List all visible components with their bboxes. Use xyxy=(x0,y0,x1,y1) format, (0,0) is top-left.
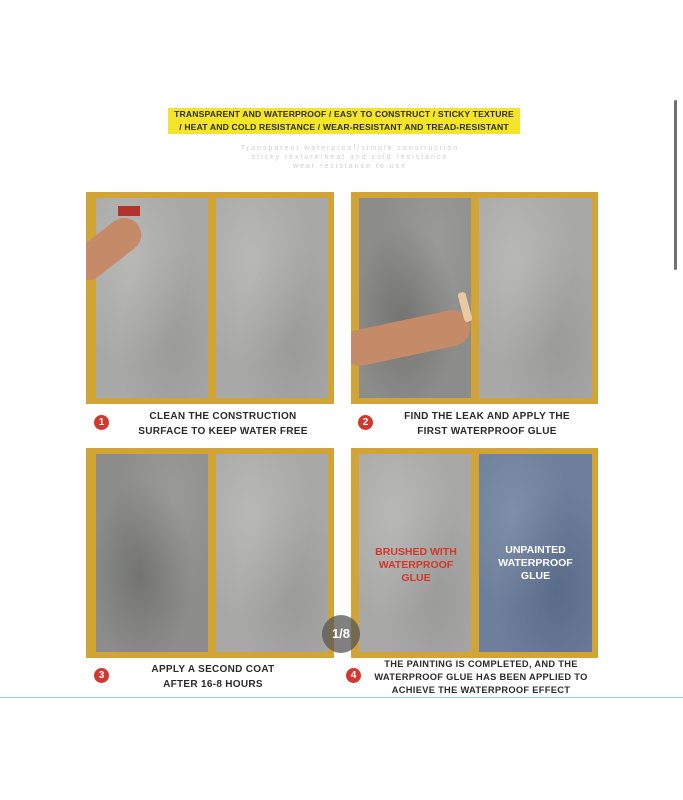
step-3-number: 3 xyxy=(94,668,109,683)
gallery-page-indicator[interactable]: 1/8 xyxy=(322,615,360,653)
feature-line-1: TRANSPARENT AND WATERPROOF / EASY TO CONSTRUCT / STICKY TEXTURE xyxy=(174,109,514,119)
brushed-label-line-3: GLUE xyxy=(401,572,431,584)
brush-icon xyxy=(118,206,140,216)
step-3-line-2: AFTER 16-8 HOURS xyxy=(163,679,263,690)
faint-line-1: Transparent waterproof/simple construction xyxy=(240,145,460,152)
faint-caption xyxy=(200,144,500,171)
step-3-photo xyxy=(86,448,334,658)
step-1-photo xyxy=(86,192,334,404)
brushed-label-line-1: BRUSHED WITH xyxy=(375,546,457,558)
feature-line-2: / HEAT AND COLD RESISTANCE / WEAR-RESISTANT AND TREAD-RESISTANT xyxy=(179,121,509,132)
brushed-label xyxy=(361,546,471,585)
step-2-photo xyxy=(351,192,598,404)
unpainted-label-line-2: WATERPROOF xyxy=(498,557,573,569)
step-4-line-2: WATERPROOF GLUE HAS BEEN APPLIED TO xyxy=(374,672,588,682)
faint-line-2: sticky texture/heat and cold resistance xyxy=(251,154,449,161)
brushed-label-line-2: WATERPROOF xyxy=(378,559,454,571)
step-4-number: 4 xyxy=(346,668,361,683)
unpainted-label-line-1: UNPAINTED xyxy=(505,544,566,556)
step-3-line-1: APPLY A SECOND COAT xyxy=(151,664,275,675)
step-1-line-1: CLEAN THE CONSTRUCTION xyxy=(149,411,297,422)
step-1-caption xyxy=(108,409,338,439)
step-2-caption xyxy=(372,409,602,439)
divider-line xyxy=(0,697,683,698)
step-2-line-1: FIND THE LEAK AND APPLY THE xyxy=(404,411,570,422)
step-4-line-3: ACHIEVE THE WATERPROOF EFFECT xyxy=(391,685,571,695)
step-4-caption xyxy=(360,658,602,697)
step-1-number: 1 xyxy=(94,415,109,430)
step-4-line-1: THE PAINTING IS COMPLETED, AND THE xyxy=(384,659,578,669)
step-3-caption xyxy=(108,662,318,692)
unpainted-label-line-3: GLUE xyxy=(520,570,551,582)
unpainted-label xyxy=(479,544,592,583)
scrollbar[interactable] xyxy=(674,100,677,270)
step-2-line-2: FIRST WATERPROOF GLUE xyxy=(417,426,557,437)
step-1-line-2: SURFACE TO KEEP WATER FREE xyxy=(138,426,308,437)
faint-line-3: wear resistance to use xyxy=(292,163,408,170)
feature-banner xyxy=(168,108,520,134)
step-4-photo xyxy=(351,448,598,658)
step-2-number: 2 xyxy=(358,415,373,430)
